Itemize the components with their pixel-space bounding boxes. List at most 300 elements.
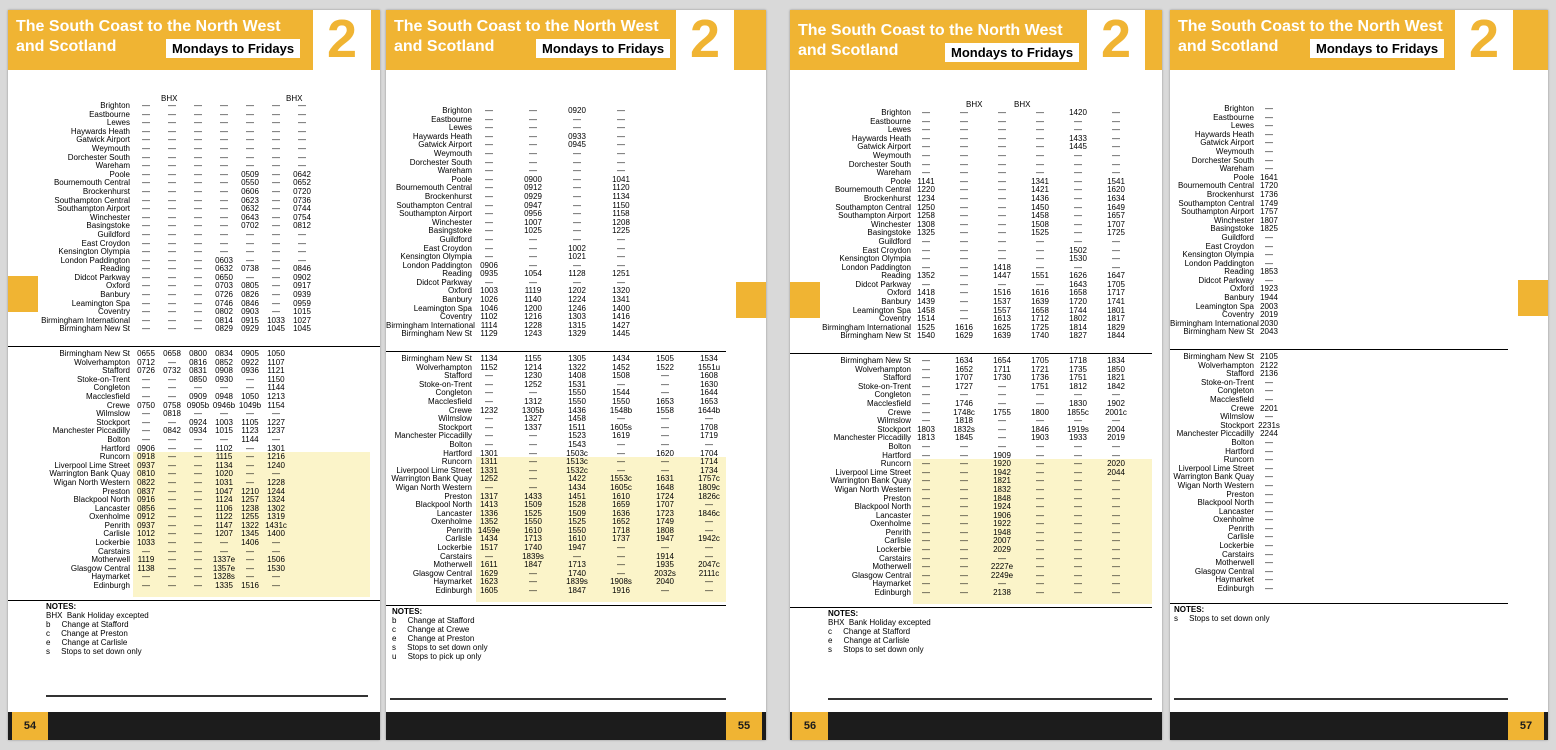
- time-cell: 1325: [917, 228, 935, 238]
- time-cell: 1230: [524, 371, 542, 381]
- time-cell: —: [272, 161, 280, 171]
- time-cell: 1920: [993, 459, 1011, 469]
- time-cell: —: [998, 125, 1006, 135]
- station-name: Lewes: [1230, 121, 1254, 131]
- station-name: Congleton: [874, 390, 911, 400]
- station-name: Penrith: [885, 527, 911, 537]
- time-cell: —: [1265, 532, 1273, 542]
- station-name: Oxenholme: [431, 517, 472, 527]
- time-cell: 1707: [1107, 219, 1125, 229]
- time-cell: —: [168, 221, 176, 231]
- time-cell: 0655: [137, 349, 155, 358]
- time-cell: 1610: [612, 491, 630, 501]
- time-cell: —: [168, 161, 176, 171]
- time-cell: —: [922, 459, 930, 469]
- time-cell: —: [529, 260, 537, 270]
- train-column: [263, 350, 289, 591]
- time-cell: —: [1036, 142, 1044, 152]
- station-name: Oxford: [447, 286, 472, 296]
- time-cell: 1517: [480, 543, 498, 553]
- station-name: Didcot Parkway: [855, 279, 911, 289]
- header-title-line2: and Scotland: [798, 42, 899, 59]
- time-cell: —: [194, 546, 202, 556]
- time-cell: 1416: [612, 312, 630, 322]
- time-cell: —: [272, 469, 280, 479]
- station-name: Runcorn: [441, 457, 472, 467]
- time-cell: —: [960, 527, 968, 537]
- time-cell: —: [1112, 245, 1120, 255]
- time-cell: 1335: [215, 581, 233, 591]
- time-cell: 1616: [955, 322, 973, 332]
- time-cell: 0846: [293, 264, 311, 274]
- time-cell: —: [1036, 510, 1044, 520]
- time-cell: —: [1036, 133, 1044, 143]
- time-cell: —: [1074, 510, 1082, 520]
- time-cell: —: [485, 431, 493, 441]
- station-name: Gatwick Airport: [76, 135, 130, 145]
- time-cell: 1225: [612, 226, 630, 236]
- station-name: Carstairs: [439, 551, 472, 561]
- station-name: Birmingham New St: [401, 354, 472, 363]
- time-cell: —: [529, 114, 537, 124]
- time-cell: 1629: [480, 568, 498, 578]
- time-cell: 1134: [215, 460, 233, 470]
- time-cell: —: [705, 525, 713, 535]
- time-cell: 1933: [1069, 433, 1087, 443]
- time-cell: —: [220, 247, 228, 257]
- time-cell: —: [960, 297, 968, 307]
- time-cell: —: [220, 434, 228, 444]
- time-cell: —: [272, 109, 280, 119]
- station-name: Eastbourne: [431, 114, 472, 124]
- station-name: Haywards Heath: [851, 133, 911, 143]
- station-name: Edinburgh: [874, 588, 911, 598]
- time-cell: —: [168, 152, 176, 162]
- station-name: Leamington Spa: [852, 305, 911, 315]
- station-name: Wolverhampton: [74, 357, 130, 367]
- time-cell: 1114: [480, 320, 498, 330]
- page-number: 56: [792, 712, 828, 740]
- time-cell: —: [1074, 519, 1082, 529]
- page-54: [8, 10, 380, 740]
- time-cell: —: [220, 109, 228, 119]
- station-name: Oxenholme: [89, 512, 130, 522]
- time-cell: —: [529, 157, 537, 167]
- station-name: Basingstoke: [428, 226, 472, 236]
- time-cell: —: [922, 133, 930, 143]
- time-cell: —: [246, 374, 254, 384]
- time-cell: —: [298, 229, 306, 239]
- time-cell: 1847: [568, 586, 586, 596]
- time-cell: —: [960, 459, 968, 469]
- time-cell: —: [168, 529, 176, 539]
- station-name: Southampton Airport: [1181, 207, 1254, 217]
- time-cell: —: [573, 260, 581, 270]
- train-column: [520, 355, 546, 596]
- time-cell: —: [960, 271, 968, 281]
- header-days: Mondays to Fridays: [166, 39, 300, 58]
- time-cell: 1853: [1260, 267, 1278, 277]
- station-name: Oxenholme: [870, 519, 911, 529]
- time-cell: —: [168, 109, 176, 119]
- time-cell: —: [960, 441, 968, 451]
- time-cell: 1848: [993, 493, 1011, 503]
- time-cell: —: [1112, 545, 1120, 555]
- train-column: [289, 102, 315, 334]
- time-cell: —: [1036, 390, 1044, 400]
- time-cell: 1525: [1031, 228, 1049, 238]
- bhx-label-1: BHX: [161, 94, 178, 103]
- time-cell: —: [168, 212, 176, 222]
- time-cell: —: [194, 290, 202, 300]
- time-cell: —: [485, 191, 493, 201]
- time-cell: —: [485, 243, 493, 253]
- page-footer: [790, 712, 1162, 740]
- train-column: [1256, 105, 1282, 337]
- time-cell: —: [1265, 541, 1273, 551]
- station-name: Birmingham International: [1170, 318, 1259, 328]
- time-cell: —: [246, 143, 254, 153]
- time-cell: 1639: [1031, 297, 1049, 307]
- station-name: Glasgow Central: [70, 563, 130, 573]
- page-number: 57: [1508, 712, 1544, 740]
- time-cell: 0643: [241, 212, 259, 222]
- time-cell: 1725: [1107, 228, 1125, 238]
- note-line: b Change at Stafford: [392, 616, 475, 625]
- station-name: Penrith: [104, 520, 130, 530]
- time-cell: —: [1074, 562, 1082, 572]
- time-cell: 1202: [568, 286, 586, 296]
- time-cell: —: [960, 279, 968, 289]
- time-cell: 1102: [215, 443, 233, 453]
- station-name: Southampton Airport: [57, 204, 130, 214]
- station-name: Macclesfield: [1209, 394, 1254, 404]
- station-name: Liverpool Lime Street: [835, 467, 911, 477]
- time-cell: 0918: [137, 452, 155, 462]
- time-cell: —: [1265, 241, 1273, 251]
- time-cell: —: [220, 161, 228, 171]
- train-column: [1027, 357, 1053, 598]
- time-cell: —: [705, 586, 713, 596]
- time-cell: —: [1265, 121, 1273, 131]
- station-name: Kensington Olympia: [839, 254, 911, 264]
- time-cell: —: [272, 247, 280, 257]
- time-cell: —: [220, 546, 228, 556]
- time-cell: —: [922, 545, 930, 555]
- time-cell: —: [661, 431, 669, 441]
- time-cell: —: [142, 383, 150, 393]
- time-cell: —: [998, 108, 1006, 117]
- time-cell: —: [246, 109, 254, 119]
- time-cell: —: [1036, 441, 1044, 451]
- time-cell: 1616: [1031, 288, 1049, 298]
- time-cell: 1003: [215, 417, 233, 427]
- time-cell: —: [194, 135, 202, 145]
- time-cell: —: [194, 298, 202, 308]
- time-cell: 2043: [1260, 327, 1278, 337]
- time-cell: —: [573, 157, 581, 167]
- time-cell: —: [485, 200, 493, 210]
- time-cell: —: [1265, 455, 1273, 465]
- time-cell: —: [1074, 168, 1082, 178]
- time-cell: —: [1036, 476, 1044, 486]
- time-cell: —: [168, 298, 176, 308]
- time-cell: —: [922, 262, 930, 272]
- time-cell: —: [1074, 150, 1082, 160]
- station-name: Haywards Heath: [70, 126, 130, 136]
- time-cell: —: [617, 465, 625, 475]
- time-cell: 0948: [215, 391, 233, 401]
- time-cell: —: [960, 236, 968, 246]
- page-footer: [8, 712, 380, 740]
- time-cell: 1033: [267, 315, 285, 325]
- time-cell: —: [617, 277, 625, 287]
- time-cell: —: [142, 118, 150, 128]
- time-cell: —: [960, 484, 968, 494]
- train-column: [1065, 357, 1091, 598]
- station-name: Preston: [883, 493, 911, 503]
- station-name: Wareham: [1219, 164, 1254, 174]
- station-name: Guildford: [439, 234, 472, 244]
- time-cell: —: [998, 211, 1006, 221]
- time-cell: —: [194, 486, 202, 496]
- time-cell: —: [573, 217, 581, 227]
- time-cell: —: [1036, 168, 1044, 178]
- time-cell: —: [573, 200, 581, 210]
- time-cell: 1516: [241, 581, 259, 591]
- time-cell: —: [194, 195, 202, 205]
- time-cell: —: [1265, 472, 1273, 482]
- time-cell: —: [1036, 562, 1044, 572]
- station-name: Macclesfield: [866, 398, 911, 408]
- note-line: b Change at Stafford: [46, 620, 129, 629]
- time-cell: —: [1112, 236, 1120, 246]
- page-57: [1170, 10, 1548, 740]
- time-cell: —: [661, 439, 669, 449]
- station-name: Glasgow Central: [851, 570, 911, 580]
- station-name: Lockerbie: [1219, 541, 1254, 551]
- time-cell: 1744: [1069, 305, 1087, 315]
- time-cell: —: [194, 572, 202, 582]
- time-cell: —: [529, 439, 537, 449]
- time-cell: —: [142, 143, 150, 153]
- time-cell: —: [1112, 159, 1120, 169]
- time-cell: 2138: [993, 588, 1011, 598]
- time-cell: 1903: [1031, 433, 1049, 443]
- time-cell: 1431c: [265, 520, 287, 530]
- header-days: Mondays to Fridays: [536, 39, 670, 58]
- note-line: e Change at Preston: [392, 634, 475, 643]
- time-cell: —: [194, 512, 202, 522]
- station-name: Haymarket: [91, 572, 130, 582]
- train-column: [520, 107, 546, 339]
- station-name: Birmingham New St: [1183, 327, 1254, 337]
- time-cell: —: [998, 424, 1006, 434]
- time-cell: 2020: [1107, 459, 1125, 469]
- time-cell: 1826c: [698, 491, 720, 501]
- time-cell: —: [960, 493, 968, 503]
- time-cell: —: [272, 581, 280, 591]
- time-cell: —: [529, 474, 537, 484]
- time-cell: —: [220, 186, 228, 196]
- time-cell: —: [194, 324, 202, 334]
- time-cell: —: [142, 152, 150, 162]
- time-cell: 1122: [215, 512, 233, 522]
- time-cell: 1906: [993, 510, 1011, 520]
- time-cell: 0816: [189, 357, 207, 367]
- time-cell: 1649: [1107, 202, 1125, 212]
- station-name: Carstairs: [878, 553, 911, 563]
- time-cell: —: [617, 106, 625, 115]
- time-cell: 1505: [656, 354, 674, 363]
- time-cell: 1735: [1069, 364, 1087, 374]
- time-cell: 2029: [993, 545, 1011, 555]
- time-cell: —: [194, 520, 202, 530]
- time-cell: —: [617, 543, 625, 553]
- header-title-line1: The South Coast to the North West: [798, 22, 1063, 39]
- time-cell: 1909: [993, 450, 1011, 460]
- time-cell: —: [1074, 450, 1082, 460]
- time-cell: 1508: [612, 371, 630, 381]
- time-cell: —: [246, 460, 254, 470]
- time-cell: —: [617, 439, 625, 449]
- stations-top: [386, 106, 475, 339]
- time-cell: 1341: [1031, 176, 1049, 186]
- station-name: Kensington Olympia: [400, 252, 472, 262]
- time-cell: —: [485, 414, 493, 424]
- train-column: [1256, 353, 1282, 594]
- time-cell: —: [1074, 588, 1082, 598]
- time-cell: —: [194, 143, 202, 153]
- time-cell: —: [246, 255, 254, 265]
- time-cell: 1711: [993, 364, 1011, 374]
- station-name: Banbury: [442, 295, 472, 305]
- time-cell: —: [960, 108, 968, 117]
- station-name: Bournemouth Central: [395, 183, 472, 193]
- table-number: 2: [313, 10, 371, 70]
- time-cell: —: [272, 178, 280, 188]
- time-cell: —: [998, 553, 1006, 563]
- time-cell: 1814: [1069, 322, 1087, 332]
- time-cell: —: [922, 510, 930, 520]
- time-cell: —: [194, 281, 202, 291]
- time-cell: —: [998, 579, 1006, 589]
- time-cell: —: [194, 477, 202, 487]
- time-cell: 2105: [1260, 352, 1278, 361]
- time-cell: 1250: [917, 202, 935, 212]
- station-name: Wilmslow: [1220, 412, 1254, 422]
- time-cell: —: [142, 126, 150, 136]
- time-cell: —: [1036, 484, 1044, 494]
- station-name: Motherwell: [1215, 558, 1254, 568]
- train-column: [476, 107, 502, 339]
- time-cell: —: [272, 298, 280, 308]
- train-column: [951, 109, 977, 341]
- station-name: Reading: [100, 264, 130, 274]
- time-cell: —: [194, 212, 202, 222]
- time-cell: 1825: [1260, 224, 1278, 234]
- time-cell: —: [960, 211, 968, 221]
- station-name: Brockenhurst: [863, 193, 911, 203]
- time-cell: 0939: [293, 290, 311, 300]
- time-cell: 1704: [700, 448, 718, 458]
- time-cell: 2201: [1260, 403, 1278, 413]
- time-cell: —: [922, 381, 930, 391]
- station-name: Lockerbie: [437, 543, 472, 553]
- time-cell: —: [998, 416, 1006, 426]
- time-cell: —: [272, 126, 280, 136]
- time-cell: 1855c: [1067, 407, 1089, 417]
- time-cell: 1502: [1069, 245, 1087, 255]
- time-cell: 1842: [1107, 381, 1125, 391]
- time-cell: —: [617, 448, 625, 458]
- time-cell: —: [194, 555, 202, 565]
- time-cell: 1947: [656, 534, 674, 544]
- time-cell: —: [998, 193, 1006, 203]
- time-cell: 1228: [267, 477, 285, 487]
- time-cell: —: [1074, 390, 1082, 400]
- station-name: Wigan North Western: [53, 477, 130, 487]
- time-cell: 0603: [215, 255, 233, 265]
- time-cell: 0936: [241, 366, 259, 376]
- station-name: Wilmslow: [438, 414, 472, 424]
- time-cell: —: [573, 174, 581, 184]
- time-cell: —: [617, 234, 625, 244]
- time-cell: —: [1036, 459, 1044, 469]
- time-cell: —: [168, 315, 176, 325]
- time-cell: 1327: [524, 414, 542, 424]
- train-column: [564, 355, 590, 596]
- station-name: Liverpool Lime Street: [396, 465, 472, 475]
- station-name: Brighton: [1224, 104, 1254, 113]
- time-cell: —: [617, 568, 625, 578]
- station-name: Wilmslow: [877, 416, 911, 426]
- time-cell: —: [168, 264, 176, 274]
- time-cell: —: [485, 131, 493, 141]
- time-cell: 1418: [917, 288, 935, 298]
- station-name: Wolverhampton: [416, 362, 472, 372]
- time-cell: —: [142, 409, 150, 419]
- time-cell: —: [272, 572, 280, 582]
- time-cell: 1657: [1107, 211, 1125, 221]
- time-cell: 1208: [612, 217, 630, 227]
- time-cell: —: [1265, 515, 1273, 525]
- time-cell: 1530: [267, 563, 285, 573]
- station-name: Blackpool North: [415, 500, 472, 510]
- station-name: Banbury: [881, 297, 911, 307]
- time-cell: —: [246, 229, 254, 239]
- time-cell: 1919s: [1067, 424, 1089, 434]
- time-cell: —: [960, 288, 968, 298]
- time-cell: 0746: [215, 298, 233, 308]
- time-cell: 1240: [267, 460, 285, 470]
- time-cell: —: [573, 123, 581, 133]
- time-cell: —: [246, 452, 254, 462]
- time-cell: —: [1265, 164, 1273, 174]
- time-cell: —: [246, 572, 254, 582]
- time-cell: 2136: [1260, 369, 1278, 379]
- time-cell: 1652: [612, 517, 630, 527]
- time-cell: —: [298, 143, 306, 153]
- time-cell: 1658: [1031, 305, 1049, 315]
- time-cell: 1303: [568, 312, 586, 322]
- time-cell: 1102: [480, 312, 498, 322]
- time-cell: 1751: [1031, 381, 1049, 391]
- time-cell: —: [246, 126, 254, 136]
- time-cell: —: [998, 150, 1006, 160]
- time-cell: —: [142, 204, 150, 214]
- time-cell: 1046: [480, 303, 498, 313]
